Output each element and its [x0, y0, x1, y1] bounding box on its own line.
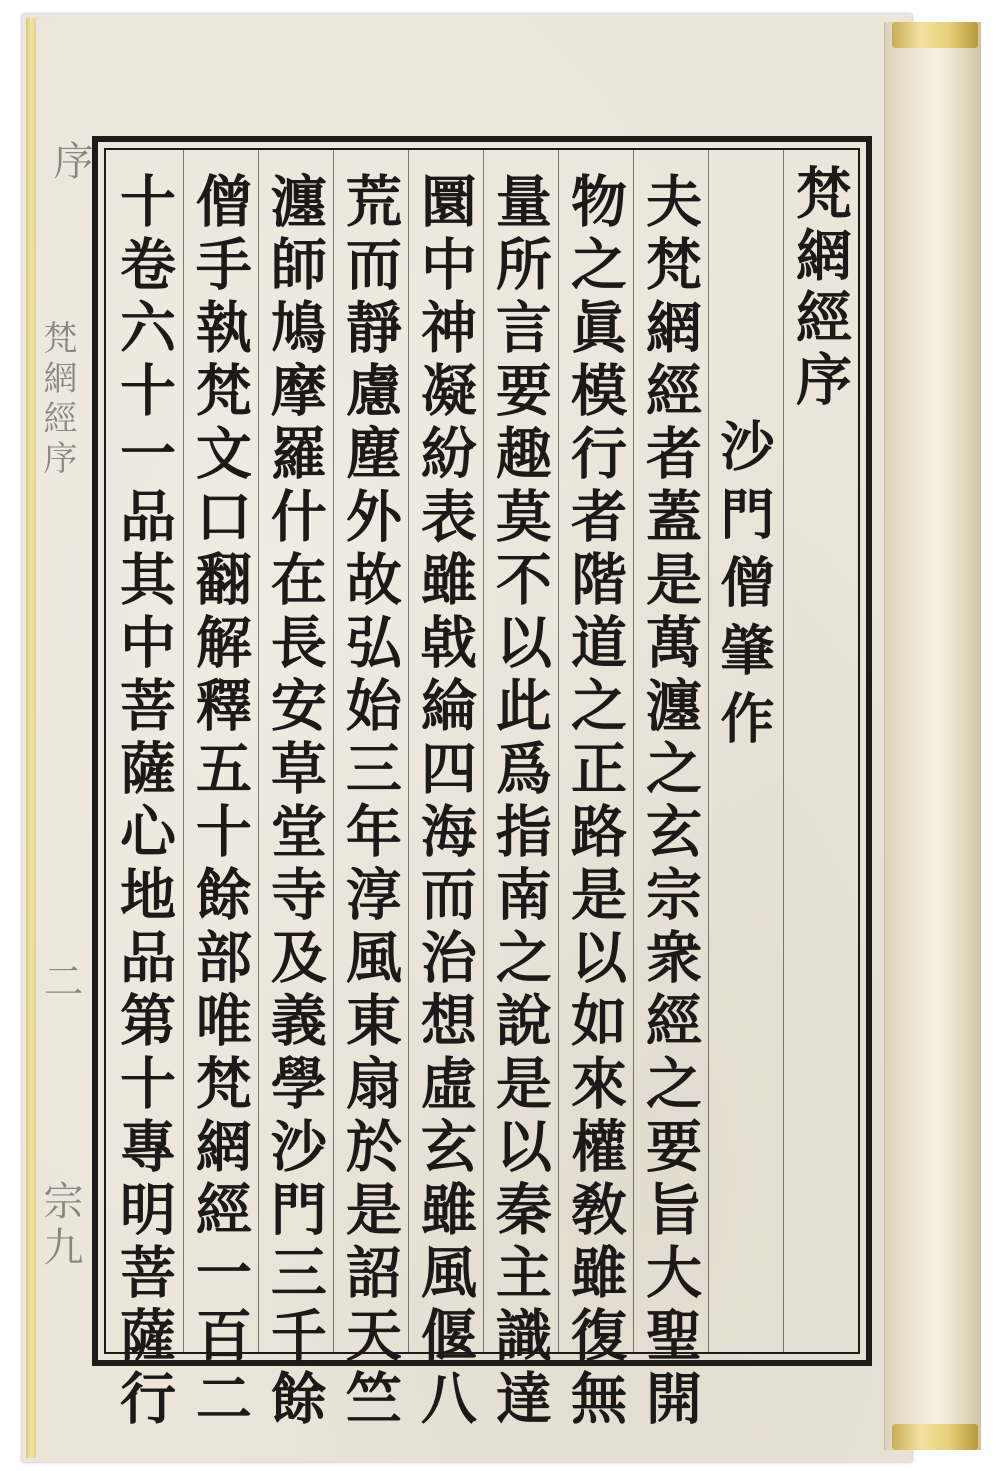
author-column: [708, 150, 783, 1352]
text-line: 僧手執梵文口翻解釋五十餘部唯梵網經一百二: [186, 172, 253, 1432]
text-line: 物之眞模行者階道之正路是以如來權敎雖復無: [561, 172, 628, 1432]
document-title: 梵網經序: [786, 164, 853, 412]
text-column: [333, 150, 408, 1432]
roller-cap-bottom: [892, 1424, 978, 1450]
fold-edge-title: 梵網經序: [37, 320, 77, 480]
text-column: [558, 150, 633, 1432]
roller-cap-top: [892, 22, 978, 48]
text-columns: [108, 150, 858, 1432]
text-column: [108, 150, 183, 1432]
text-column: [633, 150, 708, 1432]
text-line: 十卷六十一品其中菩薩心地品第十專明菩薩行: [110, 172, 177, 1432]
title-column: [783, 150, 858, 1352]
fold-edge-chapter: 序: [47, 140, 93, 186]
text-line: 夫梵網經者蓋是萬瀍之玄宗衆經之要旨大聖開: [636, 172, 703, 1432]
text-line: 量所言要趣莫不以此爲指南之說是以秦主識達: [486, 172, 553, 1432]
fold-edge-volume-mark: 宗九: [37, 1180, 83, 1272]
text-column: [258, 150, 333, 1432]
fold-edge-column: [36, 140, 93, 1380]
text-line: 瀍師鳩摩羅什在長安草堂寺及義學沙門三千餘: [261, 172, 328, 1432]
text-column: [183, 150, 258, 1432]
scroll-roller: [884, 22, 981, 1450]
binding-edge: [26, 18, 36, 1458]
text-line: 圜中神凝紛表雖㦸綸四海而治想虛玄雖風偃八: [411, 172, 478, 1432]
document-author: 沙門僧肇作: [711, 418, 776, 758]
text-line: 荒而靜慮塵外故弘始三年淳風東扇於是詔天竺: [336, 172, 403, 1432]
text-column: [408, 150, 483, 1432]
fold-edge-leaf-number: 二: [37, 960, 83, 1006]
text-column: [483, 150, 558, 1432]
